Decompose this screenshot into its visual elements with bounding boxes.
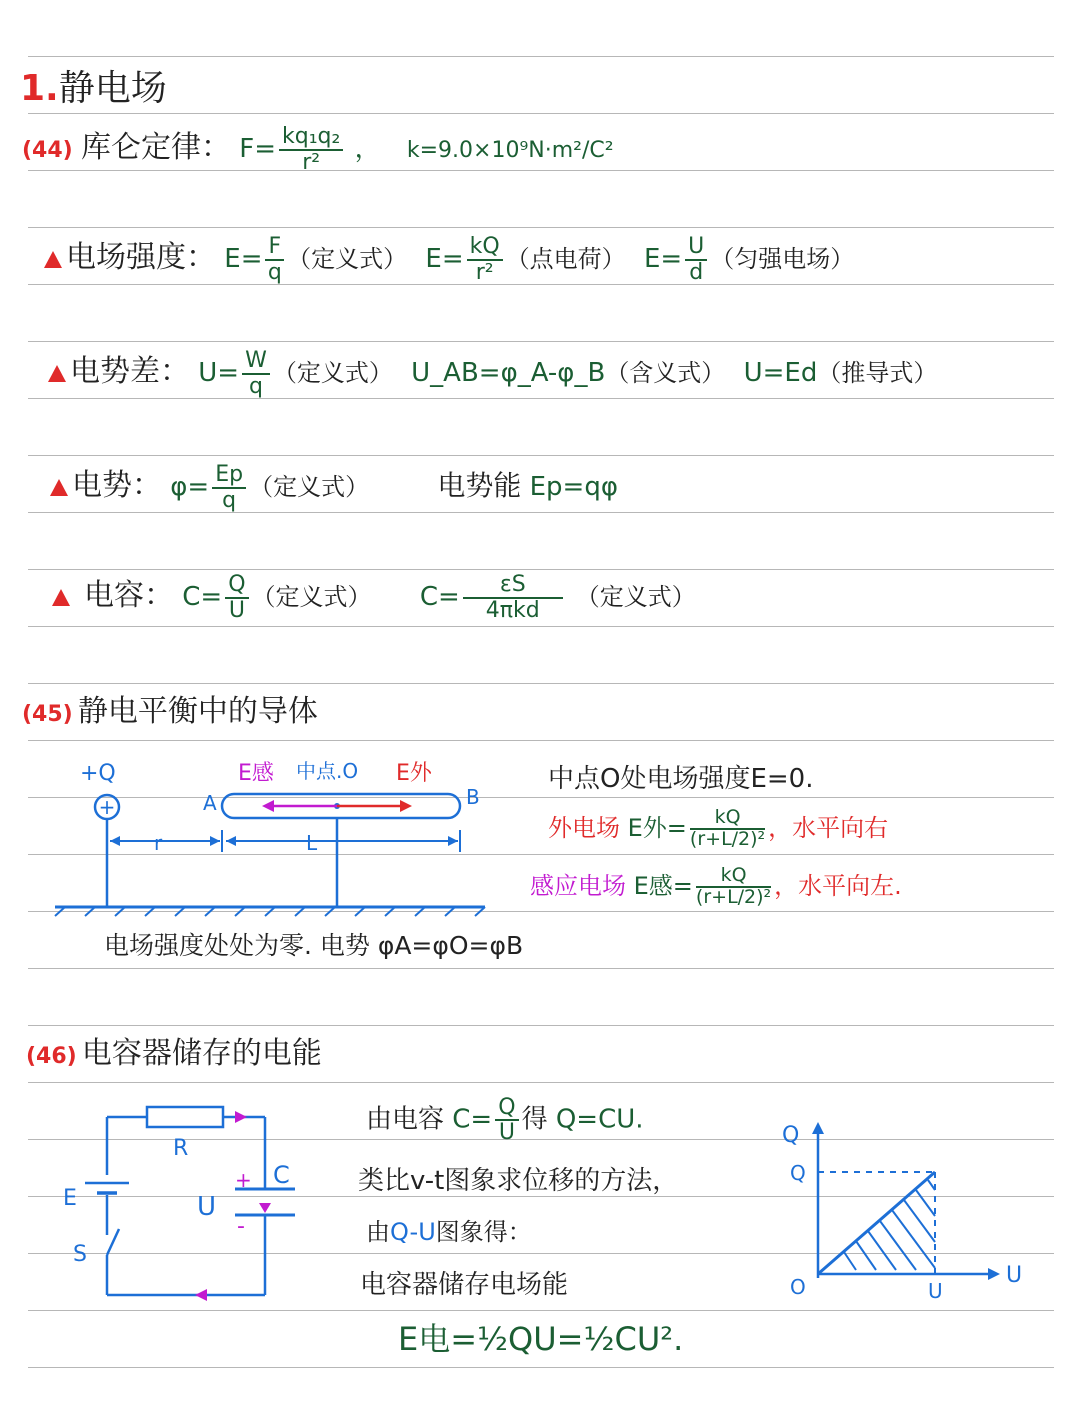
- field-e2-fraction: [467, 235, 503, 283]
- potential-title: 电势：: [72, 468, 162, 503]
- rule-line: [28, 284, 1054, 285]
- fraction-denominator: d: [689, 259, 704, 285]
- equipotential-note: 电场强度处处为零. 电势 φA=φO=φB: [104, 931, 524, 960]
- fraction-numerator: kq₁q₂: [279, 125, 343, 150]
- field-e1-note: （定义式）: [287, 245, 408, 273]
- resistor: [147, 1107, 223, 1127]
- fraction-numerator: U: [685, 235, 707, 260]
- derivation-c: C=: [452, 1104, 493, 1135]
- potential-fraction: [212, 463, 246, 511]
- coulomb-title: 库仑定律：: [81, 130, 231, 165]
- external-arrowhead-icon: [400, 800, 412, 812]
- r-label: r: [154, 831, 163, 855]
- pd-u3-note: （推导式）: [817, 359, 938, 387]
- capacitor-label: C: [273, 1161, 290, 1189]
- pd-u2-note: （含义式）: [605, 359, 726, 387]
- triangle-marker-icon: [52, 589, 70, 606]
- rule-line: [28, 512, 1054, 513]
- rule-line: [28, 626, 1054, 627]
- stored-energy-line: 电容器储存电场能: [360, 1270, 569, 1300]
- rule-line: [28, 968, 1054, 969]
- field-e1: E=: [224, 244, 263, 274]
- item-label-45: (45): [22, 702, 73, 727]
- graph-prefix: 由: [366, 1218, 390, 1246]
- induced-arrowhead-icon: [262, 800, 274, 812]
- u-tick-label: U: [928, 1279, 943, 1303]
- capacitance-c2: C=: [419, 582, 460, 612]
- comma: ，: [354, 134, 381, 164]
- field-e3: E=: [643, 244, 683, 274]
- capacitance-derivation-line: [366, 1096, 644, 1144]
- pd-title: 电势差：: [70, 354, 190, 389]
- capacitance-title: 电容：: [84, 578, 174, 613]
- fraction-denominator: q: [222, 487, 237, 513]
- field-e1-fraction: [265, 235, 284, 283]
- voltage-label: U: [197, 1192, 217, 1222]
- rule-line: [28, 227, 1054, 228]
- current-arrow-icon: [235, 1111, 247, 1123]
- external-field-fraction: [690, 808, 765, 850]
- rule-line: [28, 1310, 1054, 1311]
- rule-line: [28, 1025, 1054, 1026]
- minus-charge-sign: -: [237, 1214, 245, 1239]
- charge-plus-sign: +: [98, 795, 116, 819]
- fraction-denominator: r²: [302, 149, 321, 175]
- rule-line: [28, 1367, 1054, 1368]
- potential-energy-label: 电势能: [437, 469, 522, 502]
- graph-name: Q-U: [390, 1218, 436, 1246]
- fraction-denominator: 4πkd: [485, 597, 540, 623]
- fraction-denominator: q: [248, 373, 263, 399]
- capacitance-c1-fraction: [225, 573, 248, 621]
- capacitance-line: [52, 570, 696, 622]
- derivation-result: Q=CU.: [555, 1104, 644, 1135]
- rule-line: [28, 398, 1054, 399]
- dimension-arrowhead-icon: [226, 836, 236, 846]
- capacitance-c2-fraction: [463, 573, 563, 621]
- fraction-numerator: kQ: [690, 808, 765, 830]
- pd-u1-fraction: [242, 349, 270, 397]
- charge-label: +Q: [80, 761, 116, 786]
- origin-label: O: [790, 1275, 806, 1299]
- rule-line: [28, 455, 1054, 456]
- point-b-label: B: [466, 785, 480, 809]
- q-axis-arrowhead-icon: [812, 1122, 824, 1134]
- section-title: 静电场: [58, 68, 167, 109]
- coulomb-constant: k=9.0×10⁹N·m²/C²: [406, 138, 614, 163]
- stored-energy-formula: E电=½QU=½CU².: [398, 1320, 684, 1358]
- fraction-denominator: (r+L/2)²: [695, 886, 772, 908]
- resistor-label: R: [173, 1136, 189, 1161]
- derivation-prefix: 由电容: [366, 1104, 445, 1135]
- triangle-marker-icon: [44, 251, 62, 268]
- capacitance-c1: C=: [182, 582, 223, 612]
- external-field-e: E外=: [627, 814, 687, 842]
- fraction-denominator: U: [228, 597, 245, 623]
- section-46-title: 电容器储存的电能: [81, 1036, 322, 1071]
- external-field-direction: ，水平向右: [768, 814, 889, 842]
- fraction-numerator: Q: [495, 1096, 518, 1121]
- field-arrow-icon: [259, 1203, 271, 1213]
- fraction-denominator: r²: [475, 259, 494, 285]
- rule-line: [28, 683, 1054, 684]
- q-u-graph: [778, 1118, 1038, 1308]
- fraction-numerator: W: [242, 349, 270, 374]
- field-e3-fraction: [685, 235, 707, 283]
- section-46-heading: [26, 1028, 322, 1072]
- conductor-diagram: [50, 750, 500, 920]
- point-a-label: A: [203, 791, 217, 815]
- analogy-line: 类比v-t图象求位移的方法，: [358, 1166, 679, 1196]
- field-e3-note: （匀强电场）: [710, 245, 855, 273]
- induced-field-line: [530, 866, 902, 908]
- pd-u2: U_AB=φ_A-φ_B: [411, 358, 606, 388]
- u-axis-label: U: [1006, 1263, 1023, 1288]
- induced-field-fraction: [696, 866, 771, 908]
- pd-u1-note: （定义式）: [272, 359, 393, 387]
- fraction-numerator: Ep: [212, 463, 246, 488]
- q-tick-label: Q: [790, 1161, 806, 1185]
- potential-line: [50, 460, 618, 512]
- coulomb-F: F=: [239, 134, 277, 164]
- section-number: 1.: [20, 68, 59, 109]
- fraction-numerator: kQ: [467, 235, 503, 260]
- current-arrow-icon: [195, 1289, 207, 1301]
- external-field-label: E外: [396, 761, 432, 786]
- section-45-heading: [22, 686, 318, 730]
- coulomb-law-line: [22, 122, 614, 174]
- midpoint-field-note: 中点O处电场强度E=0.: [548, 764, 814, 794]
- coulomb-fraction: [279, 125, 343, 173]
- triangle-marker-icon: [48, 365, 66, 382]
- pd-u1: U=: [198, 358, 240, 388]
- switch-label: S: [73, 1242, 87, 1267]
- area-hatching: [844, 1180, 935, 1270]
- field-title: 电场强度：: [66, 240, 216, 275]
- external-field-line: [548, 808, 888, 850]
- l-label: L: [306, 831, 318, 855]
- derivation-fraction: [495, 1096, 518, 1144]
- item-label-44: (44): [22, 138, 73, 163]
- capacitance-c2-note: （定义式）: [575, 583, 696, 611]
- section-heading: [20, 60, 167, 111]
- fraction-numerator: F: [265, 235, 284, 260]
- induced-field-e: E感=: [633, 872, 693, 900]
- q-u-line: [818, 1172, 935, 1274]
- rule-line: [28, 113, 1054, 114]
- q-axis-label: Q: [782, 1123, 800, 1148]
- emf-label: E: [63, 1186, 77, 1211]
- field-e2-note: （点电荷）: [505, 245, 626, 273]
- induced-field-title: 感应电场: [530, 872, 626, 900]
- graph-suffix: 图象得：: [435, 1218, 532, 1246]
- fraction-denominator: U: [498, 1120, 515, 1146]
- potential-p1: φ=: [170, 472, 210, 502]
- potential-energy-formula: Ep=qφ: [529, 472, 618, 502]
- potential-difference-line: [48, 346, 937, 398]
- induced-field-direction: ，水平向左.: [774, 872, 902, 900]
- switch-blade: [107, 1229, 119, 1255]
- dimension-arrowhead-icon: [210, 836, 220, 846]
- fraction-denominator: (r+L/2)²: [689, 828, 766, 850]
- u-axis-arrowhead-icon: [988, 1268, 1000, 1280]
- rc-circuit-diagram: [55, 1095, 315, 1310]
- fraction-numerator: Q: [225, 573, 248, 598]
- dimension-arrowhead-icon: [110, 836, 120, 846]
- section-45-title: 静电平衡中的导体: [77, 694, 318, 729]
- graph-derivation-line: [366, 1212, 532, 1247]
- capacitance-c1-note: （定义式）: [251, 583, 372, 611]
- dimension-arrowhead-icon: [448, 836, 458, 846]
- plus-charge-sign: +: [235, 1168, 252, 1192]
- item-label-46: (46): [26, 1044, 77, 1069]
- rule-line: [28, 740, 1054, 741]
- rule-line: [28, 56, 1054, 57]
- midpoint-label: 中点.O: [296, 759, 359, 783]
- rule-line: [28, 341, 1054, 342]
- pd-u3: U=Ed: [743, 358, 818, 388]
- fraction-denominator: q: [267, 259, 282, 285]
- triangle-marker-icon: [50, 479, 68, 496]
- field-e2: E=: [425, 244, 464, 274]
- external-field-title: 外电场: [548, 814, 620, 842]
- fraction-numerator: kQ: [696, 866, 771, 888]
- field-strength-line: [44, 232, 854, 284]
- derivation-mid: 得: [521, 1104, 548, 1135]
- rule-line: [28, 1082, 1054, 1083]
- induced-field-label: E感: [238, 761, 274, 786]
- fraction-numerator: εS: [463, 573, 563, 598]
- potential-note: （定义式）: [249, 473, 370, 501]
